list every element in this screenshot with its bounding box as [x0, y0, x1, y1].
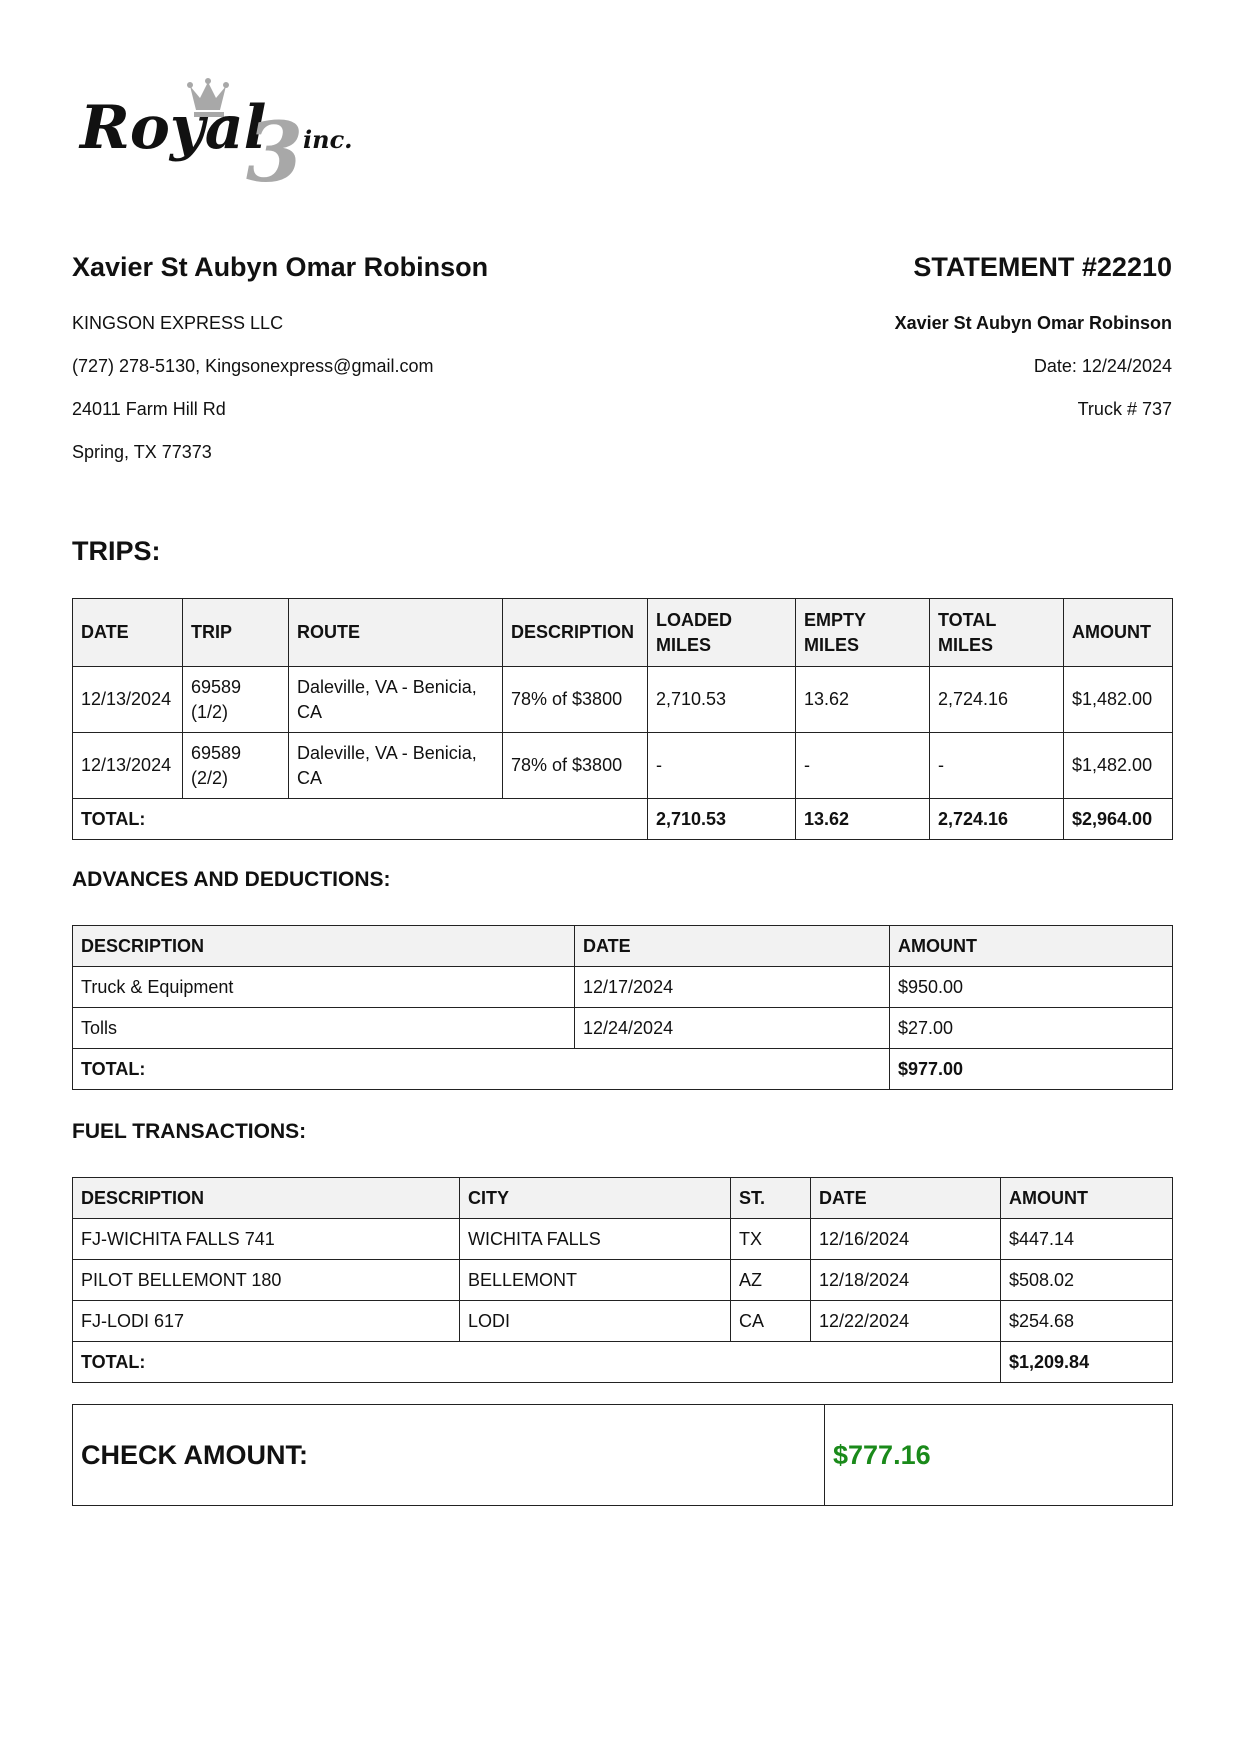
table-cell: 69589 (1/2) [183, 667, 289, 733]
total-amount: $1,209.84 [1001, 1342, 1173, 1383]
table-cell: - [796, 733, 930, 799]
table-cell: AZ [731, 1260, 811, 1301]
column-header: DATE [811, 1178, 1001, 1219]
table-cell: Daleville, VA - Benicia, CA [289, 667, 503, 733]
trips-title: TRIPS: [72, 536, 161, 566]
table-cell: 12/18/2024 [811, 1260, 1001, 1301]
table-row [73, 1301, 1173, 1342]
company-contact: (727) 278-5130, Kingsonexpress@gmail.com [72, 356, 434, 376]
check-amount-box [72, 1404, 1173, 1506]
table-cell: 13.62 [796, 667, 930, 733]
check-amount-value: $777.16 [825, 1405, 1173, 1506]
table-cell: PILOT BELLEMONT 180 [73, 1260, 460, 1301]
column-header: TOTAL MILES [930, 599, 1064, 667]
column-header: ROUTE [289, 599, 503, 667]
advances-total-row [73, 1049, 1173, 1090]
table-cell: - [930, 733, 1064, 799]
table-cell: FJ-LODI 617 [73, 1301, 460, 1342]
fuel-total-row [73, 1342, 1173, 1383]
table-cell: 2,724.16 [930, 667, 1064, 733]
table-header-row [73, 926, 1173, 967]
statement-page [72, 0, 1172, 1754]
table-row [73, 667, 1173, 733]
royal-3-inc-logo [78, 78, 388, 193]
trips-table [72, 598, 1173, 840]
table-header-row [73, 1178, 1173, 1219]
advances-table [72, 925, 1173, 1090]
statement-info [672, 248, 1172, 419]
table-cell: FJ-WICHITA FALLS 741 [73, 1219, 460, 1260]
column-header: DESCRIPTION [73, 1178, 460, 1219]
column-header: CITY [460, 1178, 731, 1219]
svg-text:Royal: Royal [80, 93, 267, 163]
table-cell: 78% of $3800 [503, 667, 648, 733]
table-cell: - [648, 733, 796, 799]
driver-name: Xavier St Aubyn Omar Robinson [72, 252, 489, 282]
check-amount-label: CHECK AMOUNT: [73, 1405, 825, 1506]
table-cell: $27.00 [890, 1008, 1173, 1049]
table-cell: 12/24/2024 [575, 1008, 890, 1049]
check-amount-row [73, 1405, 1173, 1506]
table-cell: $950.00 [890, 967, 1173, 1008]
table-cell: 12/13/2024 [73, 667, 183, 733]
total-loaded-miles: 2,710.53 [648, 799, 796, 840]
table-cell: $1,482.00 [1064, 733, 1173, 799]
total-empty-miles: 13.62 [796, 799, 930, 840]
total-label: TOTAL: [73, 799, 648, 840]
column-header: DATE [73, 599, 183, 667]
column-header: ST. [731, 1178, 811, 1219]
table-cell: BELLEMONT [460, 1260, 731, 1301]
table-cell: 78% of $3800 [503, 733, 648, 799]
table-cell: $254.68 [1001, 1301, 1173, 1342]
table-cell: 69589 (2/2) [183, 733, 289, 799]
table-cell: LODI [460, 1301, 731, 1342]
column-header: LOADED MILES [648, 599, 796, 667]
total-total-miles: 2,724.16 [930, 799, 1064, 840]
total-label: TOTAL: [73, 1342, 1001, 1383]
table-cell: $1,482.00 [1064, 667, 1173, 733]
column-header: TRIP [183, 599, 289, 667]
column-header: AMOUNT [1001, 1178, 1173, 1219]
column-header: AMOUNT [890, 926, 1173, 967]
advances-title: ADVANCES AND DEDUCTIONS: [72, 868, 391, 891]
table-cell: 12/13/2024 [73, 733, 183, 799]
table-cell: CA [731, 1301, 811, 1342]
driver-info [72, 248, 672, 462]
table-row [73, 967, 1173, 1008]
table-cell: $508.02 [1001, 1260, 1173, 1301]
column-header: DESCRIPTION [503, 599, 648, 667]
address-line-2: Spring, TX 77373 [72, 442, 212, 462]
column-header: DESCRIPTION [73, 926, 575, 967]
table-cell: 12/17/2024 [575, 967, 890, 1008]
address-line-1: 24011 Farm Hill Rd [72, 399, 226, 419]
total-amount: $2,964.00 [1064, 799, 1173, 840]
table-cell: 12/22/2024 [811, 1301, 1001, 1342]
table-cell: $447.14 [1001, 1219, 1173, 1260]
table-row [73, 1008, 1173, 1049]
truck-number: Truck # 737 [1077, 399, 1172, 419]
table-cell: 2,710.53 [648, 667, 796, 733]
svg-text:3: 3 [246, 105, 304, 193]
table-cell: TX [731, 1219, 811, 1260]
table-cell: WICHITA FALLS [460, 1219, 731, 1260]
table-cell: Truck & Equipment [73, 967, 575, 1008]
company-name: KINGSON EXPRESS LLC [72, 313, 284, 333]
total-amount: $977.00 [890, 1049, 1173, 1090]
table-header-row [73, 599, 1173, 667]
statement-driver: Xavier St Aubyn Omar Robinson [894, 313, 1172, 333]
total-label: TOTAL: [73, 1049, 890, 1090]
statement-date: Date: 12/24/2024 [1033, 356, 1172, 376]
table-row [73, 733, 1173, 799]
svg-text:inc.: inc. [303, 125, 353, 154]
statement-title: STATEMENT #22210 [913, 252, 1172, 282]
table-cell: Tolls [73, 1008, 575, 1049]
column-header: EMPTY MILES [796, 599, 930, 667]
column-header: DATE [575, 926, 890, 967]
trips-total-row [73, 799, 1173, 840]
table-cell: Daleville, VA - Benicia, CA [289, 733, 503, 799]
table-row [73, 1219, 1173, 1260]
fuel-table [72, 1177, 1173, 1383]
fuel-title: FUEL TRANSACTIONS: [72, 1120, 307, 1143]
column-header: AMOUNT [1064, 599, 1173, 667]
table-row [73, 1260, 1173, 1301]
table-cell: 12/16/2024 [811, 1219, 1001, 1260]
